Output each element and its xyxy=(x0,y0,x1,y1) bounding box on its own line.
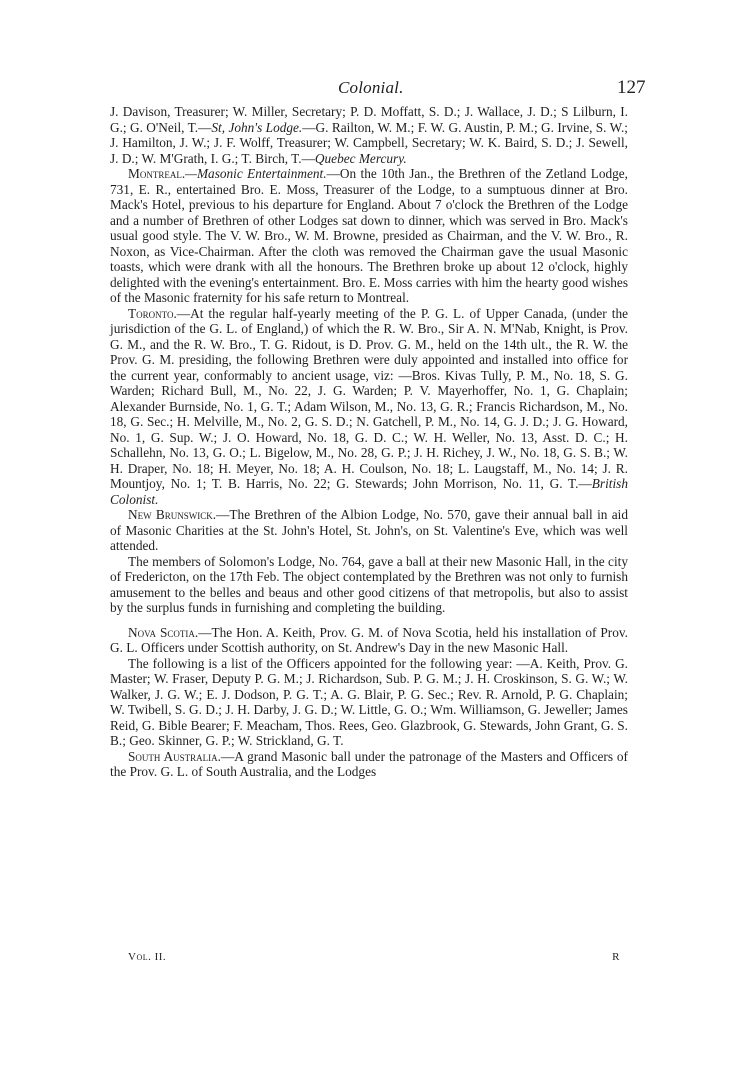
section-heading-montreal: Montreal. xyxy=(128,166,186,181)
page-number: 127 xyxy=(617,77,646,98)
signature-mark: R xyxy=(612,951,620,963)
section-heading-new-brunswick: New Brunswick. xyxy=(128,507,217,522)
paragraph-text: —The Hon. A. Keith, Prov. G. M. of Nova Scotia, held his installation of Prov. G. L. Officers under Scottish authority, on St. Andrew's Day in the new Masonic Hall. xyxy=(110,624,628,655)
paragraph-nova-scotia xyxy=(110,625,628,656)
paragraph-solomons-lodge xyxy=(110,554,628,616)
source-citation: Quebec Mercury. xyxy=(314,150,407,166)
section-heading-south-australia: South Australia. xyxy=(128,748,221,764)
page-text xyxy=(110,104,628,780)
paragraph-text: —On the 10th Jan., the Brethren of the Zetland Lodge, 731, E. R., entertained Bro. E. Moss, Treasurer of the Lodge, to a sumptuous dinner at Bro. Mack's Hotel, previous to his departure for England. About 7 o'clock the Brethren of the Lodge and a number of Brethren of other Lodges sat down to dinner, which was served in Bro. Mack's usual good style. The V. W. Bro., W. M. Browne, presided as Chairman, and the V. W. Bro., R. Noxon, as Vice-Chairman. After the cloth was removed the Chairman gave the usual Masonic toasts, which were drank with all the honours. The Brethren broke up about 12 o'clock, highly delighted with the evening's entertainment. Bro. E. Moss carries with him the hearty good wishes of the Masonic fraternity for his safe return to Montreal. xyxy=(110,166,628,305)
paragraph-text: —At the regular half-yearly meeting of the P. G. L. of Upper Canada, (under the jurisdiction of the G. L. of England,) of which the R. W. Bro., Sir A. N. M'Nab, Knight, is Prov. G. M., and the R. W. Bro., T. G. Ridout, is D. Prov. G. M., held on the 14th ult., the R. W. the Prov. G. M. presiding, the following Brethren were duly appointed and installed into office for the current year, conformably to ancient usage, viz: —Bros. Kivas Tully, P. M., No. 18, S. G. Warden; Richard Bull, M., No. 22, J. G. Warden; P. V. Mayerhoffer, No. 1, G. Chaplain; Alexander Burnside, No. 1, G. T.; Adam Wilson, M., No. 13, G. R.; Francis Richardson, M., No. 18, G. Sec.; H. Melville, M., No. 2, G. S. D.; N. Gatchell, P. M., No. 14, G. J. D.; J. G. Howard, No. 1, G. Sup. W.; J. O. Howard, No. 18, G. D. C.; W. H. Weller, No. 13, Asst. D. C.; H. Schallehn, No. 13, G. O.; L. Bigelow, M., No. 28, G. P.; J. H. Richey, J. W., No. 18, G. S. B.; W. H. Draper, No. 18; H. Meyer, No. 18; A. H. Coulson, No. 18; L. Laugstaff, M., No. 14; J. R. Mountjoy, No. 1; T. B. Harris, No. 22; G. Stewards; John Morrison, No. 11, G. T.— xyxy=(110,305,628,491)
paragraph-toronto xyxy=(110,306,628,508)
paragraph-officers-list xyxy=(110,656,628,749)
subheading: —Masonic Entertainment. xyxy=(185,166,327,181)
paragraph-montreal xyxy=(110,166,628,306)
paragraph-text: The following is a list of the Officers appointed for the following year: —A. Keith, Prov. G. Master; W. Fraser, Deputy P. G. M.; J. Richardson, Sub. P. G. M.; J. H. Croskinson, S. G. W.; W. Walker, J. G. W.; E. J. Dodson, P. G. T.; A. G. Blair, P. G. Sec.; Rev. R. Arnold, P. G. Chaplain; W. Twibell, S. G. D.; J. H. Darby, J. G. D.; W. Little, G. O.; Wm. Williamson, G. Jeweller; James Reid, G. Bible Bearer; F. Meacham, Thos. Rees, Geo. Glazbrook, G. Stewards, John Grant, G. S. B.; Geo. Skinner, G. P.; W. Strickland, G. T. xyxy=(110,655,628,748)
page-footer xyxy=(128,951,620,967)
section-heading-toronto: Toronto. xyxy=(128,305,177,321)
section-heading-nova-scotia: Nova Scotia. xyxy=(128,624,199,640)
volume-mark: Vol. II. xyxy=(128,951,167,963)
running-title: Colonial. xyxy=(338,78,404,97)
lodge-name: St, John's Lodge. xyxy=(211,119,303,135)
paragraph-text: —A grand Masonic ball under the patronage of the Masters and Officers of the Prov. G. L. of South Australia, and the Lodges xyxy=(110,748,628,779)
paragraph-text: —The Brethren of the Albion Lodge, No. 570, gave their annual ball in aid of Masonic Charities at the St. John's Hotel, St. John's, on St. Valentine's Eve, which was well attended. xyxy=(110,507,628,553)
source-citation: British Colonist. xyxy=(110,476,628,507)
paragraph-new-brunswick xyxy=(110,507,628,554)
paragraph-text: The members of Solomon's Lodge, No. 764, gave a ball at their new Masonic Hall, in the city of Fredericton, on the 17th Feb. The object contemplated by the Brethren was not only to furnish amusement to the belles and beaus and other good citizens of that metropolis, but also to assist by the surplus funds in furnishing and completing the building. xyxy=(110,553,628,615)
paragraph-text: J. Davison, Treasurer; W. Miller, Secretary; P. D. Moffatt, S. D.; J. Wallace, J. D.; S Lilburn, I. G.; G. O'Neil, T.— xyxy=(110,104,628,135)
paragraph-south-australia xyxy=(110,749,628,780)
paragraph-text: —G. Railton, W. M.; F. W. G. Austin, P. M.; G. Irvine, S. W.; J. Hamilton, J. W.; J. F. Wolff, Treasurer; W. Campbell, Secretary; W. K. Baird, S. D.; J. Sewell, J. D.; W. M'Grath, I. G.; T. Birch, T.— xyxy=(110,119,628,166)
paragraph-quebec-lodges xyxy=(110,104,628,166)
